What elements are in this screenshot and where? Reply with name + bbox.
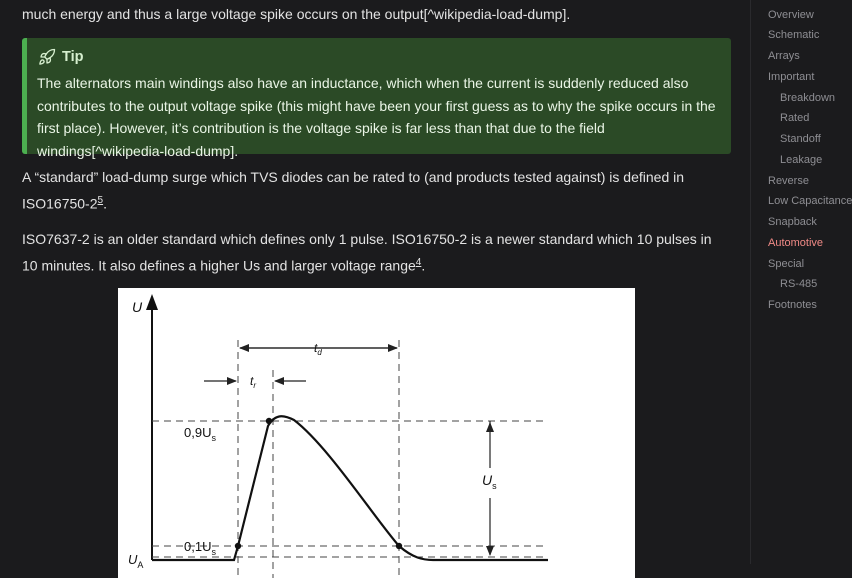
toc-item-rated[interactable]: Rated [780,112,810,124]
tip-callout [22,38,731,159]
paragraph-iso16750 [22,165,727,216]
paragraph-iso7637-end: . [421,257,426,274]
y-axis-arrow [146,294,158,310]
toc-item-important[interactable]: Important [768,71,815,83]
toc-item-rs485[interactable]: RS-485 [780,278,818,290]
y-axis-label: U [132,299,143,315]
point-01-fall [396,543,402,549]
tr-label: $t_r$ [250,374,257,390]
paragraph-iso16750-text: A “standard” load-dump surge which TVS diodes can be rated to (and products tested against) is defined in ISO16750-2 [22,169,685,212]
paragraph-iso7637 [22,227,727,278]
pulse-diagram-svg [118,288,635,578]
footnote-link-4[interactable]: 4 [415,257,422,268]
paragraph-iso16750-end: . [103,195,107,212]
toc-item-footnotes[interactable]: Footnotes [768,299,817,311]
tip-title: Tip [62,49,84,65]
toc-item-automotive[interactable]: Automotive [768,237,824,249]
paragraph-top-text: much energy and thus a large voltage spike occurs on the output[^wikipedia-load-dump]. [22,6,571,22]
td-label: $t_d$ [314,341,322,357]
us-label: $U_s$ [482,472,497,491]
toc-item-reverse[interactable]: Reverse [768,175,809,187]
level-ua-label: $U_A$ [128,552,144,570]
toc-item-special[interactable]: Special [768,258,805,270]
toc-item-standoff[interactable]: Standoff [780,133,821,145]
toc-item-snapback[interactable]: Snapback [768,216,817,228]
point-09 [266,418,272,424]
paragraph-iso7637-text: ISO7637-2 is an older standard which defines only 1 pulse. ISO16750-2 is a newer standard which 10 pulses in 10 minutes. It also defines a higher Us and larger voltage range [22,231,712,274]
toc-item-arrays[interactable]: Arrays [768,50,800,62]
point-01-rise [235,543,241,549]
paragraph-top [22,2,727,26]
toc-item-low-capacitance[interactable]: Low Capacitance [768,195,852,207]
tip-header [38,48,83,66]
toc-item-leakage[interactable]: Leakage [780,154,823,166]
rocket-icon [38,48,56,66]
tip-body: The alternators main windings also have an inductance, which when the current is suddenly reduced also contributes to the output voltage spike (this might have been your first guess as to why the spike occurs in the first place). However, it’s contribution is the voltage spike is far less than that due to the field windings[^wikipedia-load-dump]. [37,75,716,159]
toc-item-schematic[interactable]: Schematic [768,29,820,41]
table-of-contents [750,0,852,564]
footnote-link-5[interactable]: 5 [97,195,104,206]
toc-item-overview[interactable]: Overview [768,9,814,21]
load-dump-pulse-diagram [118,288,635,578]
toc-item-breakdown[interactable]: Breakdown [780,92,836,104]
level-09-label: $0,9U_s$ [184,425,216,443]
level-01-label: $0,1U_s$ [184,539,216,557]
